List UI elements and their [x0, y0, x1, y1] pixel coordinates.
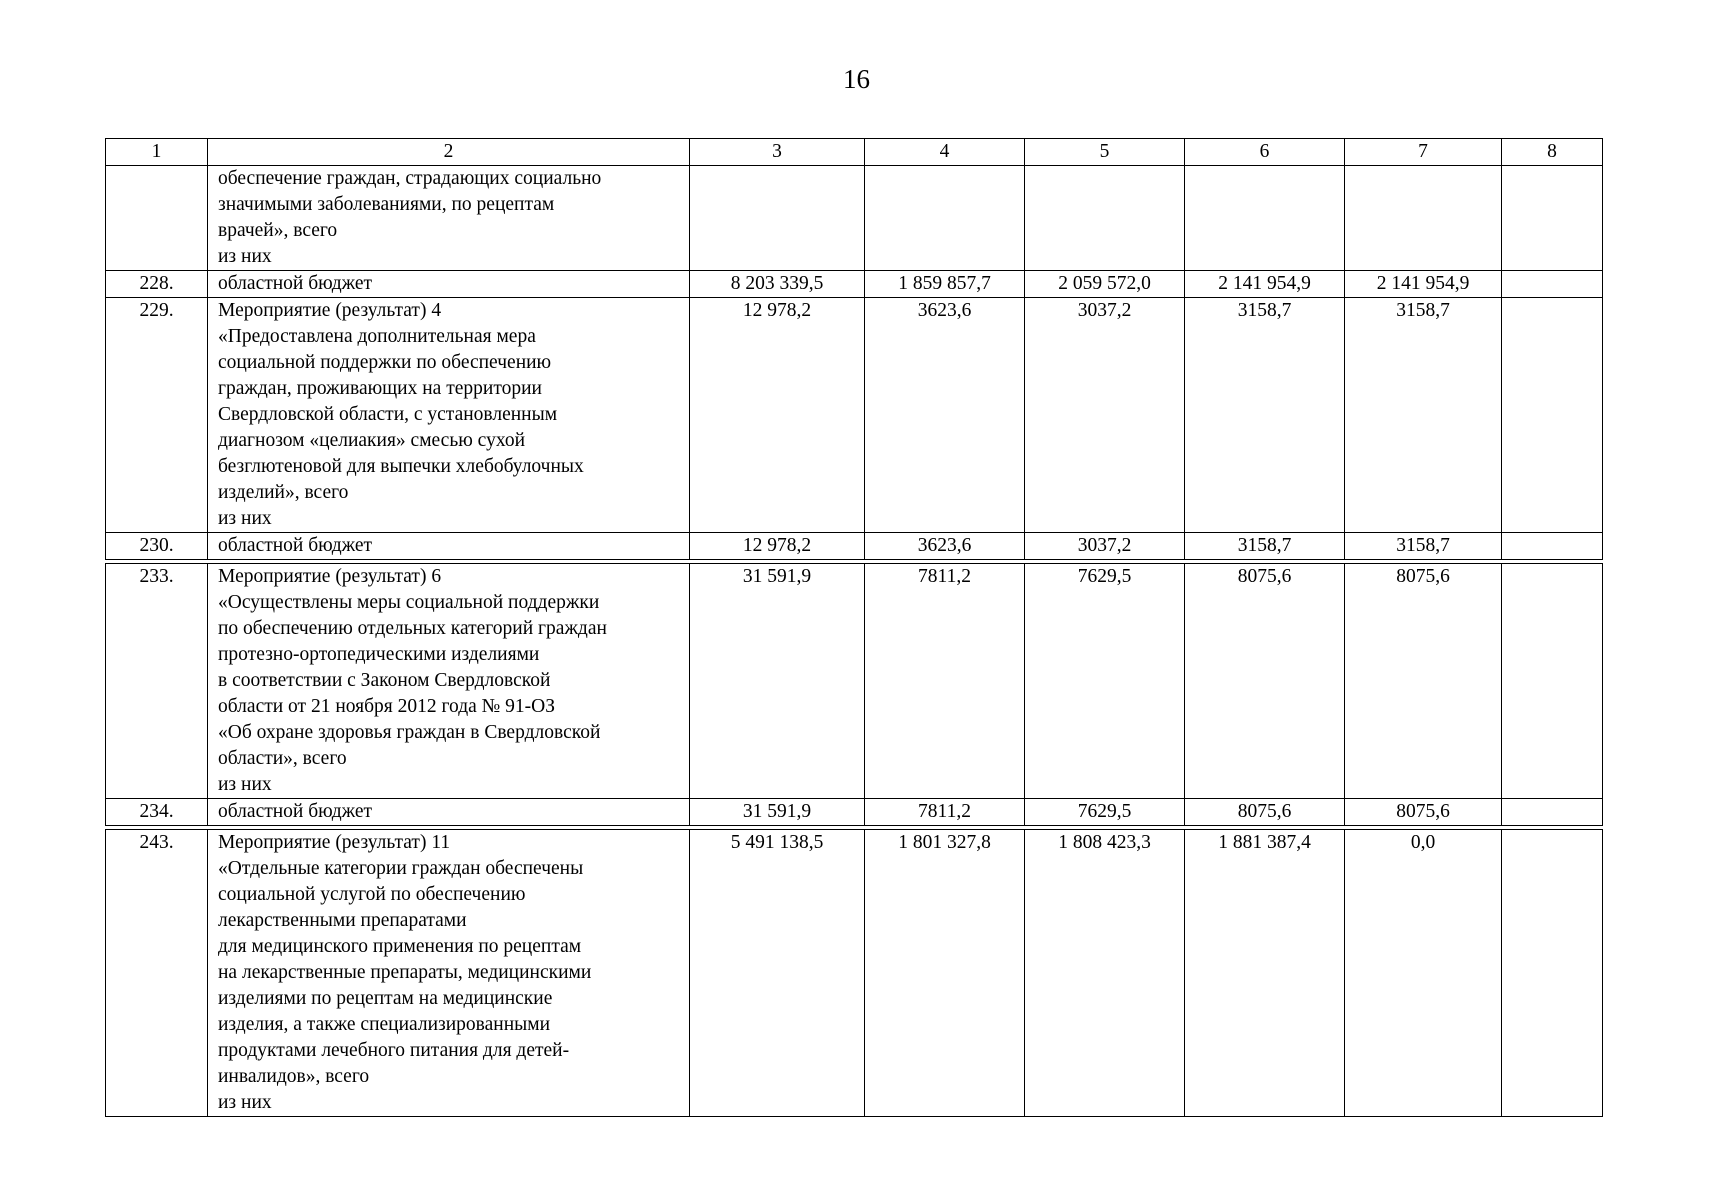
value-cell-col-3: 31 591,9	[690, 564, 865, 799]
value-cell-col-8	[1502, 271, 1603, 298]
row-number: 229.	[106, 298, 208, 533]
row-name-line: социальной услугой по обеспечению	[218, 884, 526, 905]
row-number	[106, 166, 208, 271]
budget-table	[105, 138, 1603, 1117]
row-name	[208, 799, 690, 826]
column-header: 2	[208, 139, 690, 166]
page-number: 16	[843, 64, 870, 94]
value-cell-col-3: 12 978,2	[690, 533, 865, 560]
table-row	[106, 271, 1603, 298]
table-row	[106, 830, 1603, 1117]
row-name-line: изделия, а также специализированными	[218, 1014, 551, 1035]
row-name-line: врачей», всего	[218, 220, 338, 241]
row-name-line: из них	[218, 508, 272, 529]
row-name-line: по обеспечению отдельных категорий граждан	[218, 618, 607, 639]
row-name	[208, 298, 690, 533]
row-name-line: «Осуществлены меры социальной поддержки	[218, 592, 600, 613]
value-cell-col-5: 1 808 423,3	[1025, 830, 1185, 1117]
value-cell-col-4: 7811,2	[865, 564, 1025, 799]
value-cell-col-8	[1502, 799, 1603, 826]
value-cell-col-7: 0,0	[1345, 830, 1502, 1117]
value-cell-col-7: 3158,7	[1345, 533, 1502, 560]
value-cell-col-3: 8 203 339,5	[690, 271, 865, 298]
row-name	[208, 830, 690, 1117]
value-cell-col-3: 31 591,9	[690, 799, 865, 826]
column-header: 1	[106, 139, 208, 166]
table-row	[106, 564, 1603, 799]
value-cell-col-8	[1502, 298, 1603, 533]
table-row	[106, 298, 1603, 533]
row-name-line: «Об охране здоровья граждан в Свердловской	[218, 722, 601, 743]
value-cell-col-5	[1025, 166, 1185, 271]
column-number-row	[106, 139, 1603, 166]
row-name	[208, 564, 690, 799]
table-row	[106, 799, 1603, 826]
column-header: 4	[865, 139, 1025, 166]
value-cell-col-6: 3158,7	[1185, 533, 1345, 560]
column-header: 7	[1345, 139, 1502, 166]
value-cell-col-6: 8075,6	[1185, 799, 1345, 826]
row-name-line: областной бюджет	[218, 535, 373, 556]
row-number: 233.	[106, 564, 208, 799]
value-cell-col-7: 3158,7	[1345, 298, 1502, 533]
row-name-line: на лекарственные препараты, медицинскими	[218, 962, 592, 983]
row-name-line: областной бюджет	[218, 801, 373, 822]
value-cell-col-3	[690, 166, 865, 271]
value-cell-col-6: 8075,6	[1185, 564, 1345, 799]
row-name-line: инвалидов», всего	[218, 1066, 370, 1087]
row-name-line: в соответствии с Законом Свердловской	[218, 670, 551, 691]
row-name	[208, 533, 690, 560]
value-cell-col-3: 12 978,2	[690, 298, 865, 533]
value-cell-col-8	[1502, 533, 1603, 560]
row-name	[208, 166, 690, 271]
value-cell-col-5: 2 059 572,0	[1025, 271, 1185, 298]
column-header: 3	[690, 139, 865, 166]
row-name-line: безглютеновой для выпечки хлебобулочных	[218, 456, 584, 477]
value-cell-col-6: 1 881 387,4	[1185, 830, 1345, 1117]
column-header: 8	[1502, 139, 1603, 166]
value-cell-col-6	[1185, 166, 1345, 271]
row-name-line: изделиями по рецептам на медицинские	[218, 988, 553, 1009]
row-name-line: Мероприятие (результат) 11	[218, 832, 451, 853]
column-header: 5	[1025, 139, 1185, 166]
value-cell-col-8	[1502, 166, 1603, 271]
row-name-line: обеспечение граждан, страдающих социально	[218, 168, 602, 189]
value-cell-col-8	[1502, 830, 1603, 1117]
row-name-line: «Отдельные категории граждан обеспечены	[218, 858, 584, 879]
value-cell-col-5: 3037,2	[1025, 533, 1185, 560]
row-number: 230.	[106, 533, 208, 560]
value-cell-col-3: 5 491 138,5	[690, 830, 865, 1117]
row-number: 243.	[106, 830, 208, 1117]
row-name-line: из них	[218, 774, 272, 795]
row-name-line: протезно-ортопедическими изделиями	[218, 644, 540, 665]
value-cell-col-4: 7811,2	[865, 799, 1025, 826]
value-cell-col-7: 2 141 954,9	[1345, 271, 1502, 298]
row-name-line: значимыми заболеваниями, по рецептам	[218, 194, 555, 215]
row-name-line: из них	[218, 246, 272, 267]
value-cell-col-7: 8075,6	[1345, 564, 1502, 799]
row-name-line: Мероприятие (результат) 6	[218, 566, 442, 587]
row-name-line: области», всего	[218, 748, 347, 769]
row-name	[208, 271, 690, 298]
value-cell-col-4: 3623,6	[865, 533, 1025, 560]
row-name-line: области от 21 ноября 2012 года № 91-ОЗ	[218, 696, 555, 717]
budget-table-container	[105, 138, 1602, 1117]
value-cell-col-4: 1 859 857,7	[865, 271, 1025, 298]
row-name-line: граждан, проживающих на территории	[218, 378, 542, 399]
row-name-line: Мероприятие (результат) 4	[218, 300, 442, 321]
row-name-line: диагнозом «целиакия» смесью сухой	[218, 430, 526, 451]
value-cell-col-6: 2 141 954,9	[1185, 271, 1345, 298]
value-cell-col-5: 3037,2	[1025, 298, 1185, 533]
value-cell-col-4: 1 801 327,8	[865, 830, 1025, 1117]
row-name-line: областной бюджет	[218, 273, 373, 294]
row-name-line: для медицинского применения по рецептам	[218, 936, 582, 957]
row-name-line: Свердловской области, с установленным	[218, 404, 558, 425]
value-cell-col-4: 3623,6	[865, 298, 1025, 533]
table-row	[106, 166, 1603, 271]
column-header: 6	[1185, 139, 1345, 166]
row-name-line: социальной поддержки по обеспечению	[218, 352, 552, 373]
row-number: 234.	[106, 799, 208, 826]
row-name-line: изделий», всего	[218, 482, 349, 503]
value-cell-col-5: 7629,5	[1025, 799, 1185, 826]
table-body	[106, 139, 1603, 1117]
row-name-line: продуктами лечебного питания для детей-	[218, 1040, 570, 1061]
table-row	[106, 533, 1603, 560]
value-cell-col-5: 7629,5	[1025, 564, 1185, 799]
value-cell-col-6: 3158,7	[1185, 298, 1345, 533]
row-name-line: «Предоставлена дополнительная мера	[218, 326, 536, 347]
value-cell-col-7: 8075,6	[1345, 799, 1502, 826]
value-cell-col-4	[865, 166, 1025, 271]
value-cell-col-8	[1502, 564, 1603, 799]
row-name-line: лекарственными препаратами	[218, 910, 467, 931]
row-number: 228.	[106, 271, 208, 298]
row-name-line: из них	[218, 1092, 272, 1113]
value-cell-col-7	[1345, 166, 1502, 271]
